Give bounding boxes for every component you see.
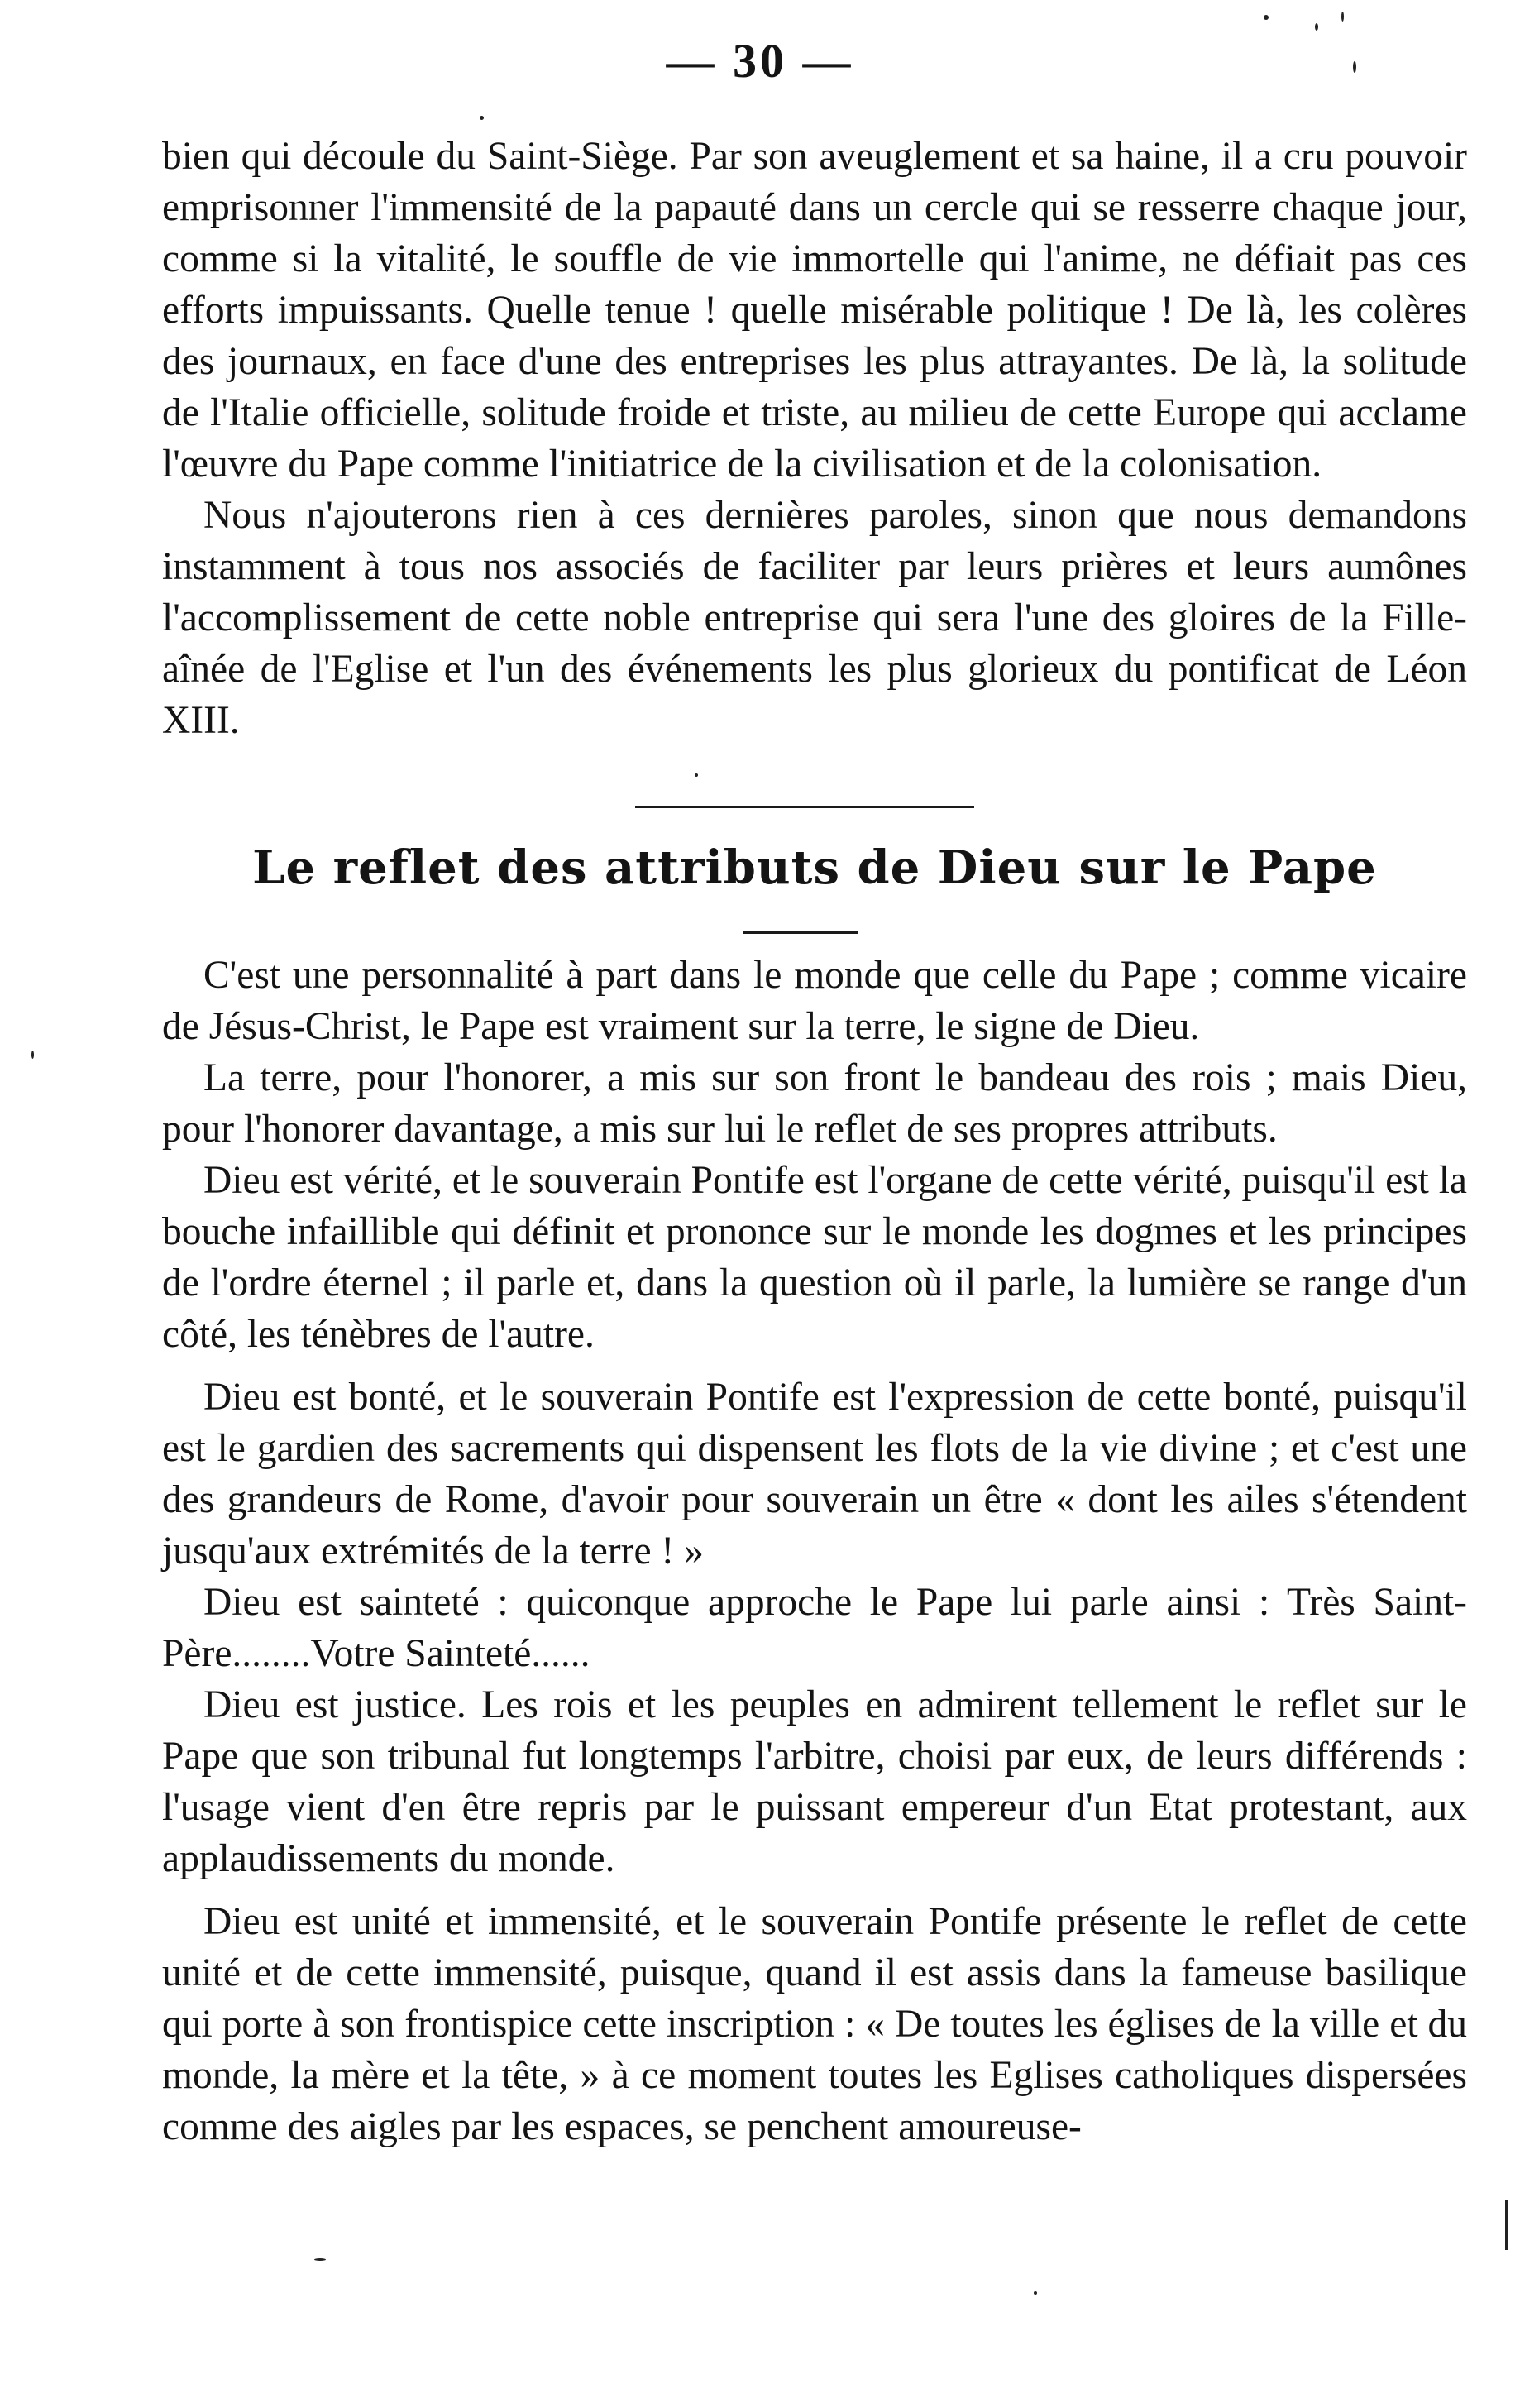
- section-divider: [635, 806, 974, 808]
- scan-speck: [314, 2258, 326, 2261]
- paragraph-intro: C'est une personnalité à part dans le monde que celle du Pape ; comme vicaire de Jésus-Christ, le Pape est vraiment sur la terre, le signe de Dieu.: [162, 954, 1467, 1048]
- paragraph-saintete: Dieu est sainteté : quiconque approche le Pape lui parle ainsi : Très Saint-Père........Votre Sainteté......: [162, 1581, 1467, 1675]
- paragraph-royal-crown: La terre, pour l'honorer, a mis sur son front le bandeau des rois ; mais Dieu, pour l'honorer davantage, a mis sur lui le reflet de ses propres attributs.: [162, 1056, 1467, 1151]
- scan-speck: [480, 116, 484, 120]
- scan-speck: [1315, 23, 1318, 31]
- title-underline: [743, 931, 858, 934]
- page-number: — 30 —: [666, 34, 854, 88]
- paragraph-justice: Dieu est justice. Les rois et les peuples en admirent tellement le reflet sur le Pape que son tribunal fut longtemps l'arbitre, choisi par eux, de leurs différends : l'usage vient d'en être repris par le puissant empereur d'un Etat protestant, aux applaudissements du monde.: [162, 1683, 1467, 1880]
- section-title: Le reflet des attributs de Dieu sur le Pape: [252, 840, 1377, 895]
- paragraph-verite: Dieu est vérité, et le souverain Pontife est l'organe de cette vérité, puisqu'il est la bouche infaillible qui définit et prononce sur le monde les dogmes et les principes de l'ordre éternel ; il parle et, dans la question où il parle, la lumière se range d'un côté, les ténèbres de l'autre.: [162, 1159, 1467, 1356]
- paragraph-continued: bien qui découle du Saint-Siège. Par son aveuglement et sa haine, il a cru pouvoir emprisonner l'immensité de la papauté dans un cercle qui se resserre chaque jour, comme si la vitalité, le souffle de vie immortelle qui l'anime, ne défiait pas ces efforts impuissants. Quelle tenue ! quelle misérable politique ! De là, les colères des journaux, en face d'une des entreprises les plus attrayantes. De là, la solitude de l'Italie officielle, solitude froide et triste, au milieu de cette Europe qui acclame l'œuvre du Pape comme l'initiatrice de la civilisation et de la colonisation.: [162, 135, 1467, 486]
- paragraph-conclusion: Nous n'ajouterons rien à ces dernières paroles, sinon que nous demandons instamment à tous nos associés de faciliter par leurs prières et leurs aumônes l'accomplissement de cette noble entreprise qui sera l'une des gloires de la Fille-aînée de l'Eglise et l'un des événements les plus glorieux du pontificat de Léon XIII.: [162, 494, 1467, 742]
- paragraph-bonte: Dieu est bonté, et le souverain Pontife est l'expression de cette bonté, puisqu'il est le gardien des sacrements qui dispensent les flots de la vie divine ; et c'est une des grandeurs de Rome, d'avoir pour souverain un être « dont les ailes s'étendent jusqu'aux extrémités de la terre ! »: [162, 1376, 1467, 1573]
- scan-speck: [695, 773, 698, 777]
- scan-speck: [1505, 2200, 1508, 2250]
- scan-speck: [1353, 61, 1356, 73]
- section-text-block: [162, 950, 1467, 2152]
- scan-speck: [1264, 15, 1269, 20]
- scan-speck: [1034, 2291, 1037, 2295]
- scan-speck: [1341, 12, 1344, 22]
- paragraph-unite: Dieu est unité et immensité, et le souverain Pontife présente le reflet de cette unité et de cette immensité, puisque, quand il est assis dans la fameuse basilique qui porte à son frontispice cette inscription : « De toutes les églises de la ville et du monde, la mère et la tête, » à ce moment toutes les Eglises catholiques dispersées comme des aigles par les espaces, se penchent amoureuse-: [162, 1900, 1467, 2148]
- continued-text-block: [162, 131, 1467, 746]
- scan-speck: [31, 1051, 34, 1059]
